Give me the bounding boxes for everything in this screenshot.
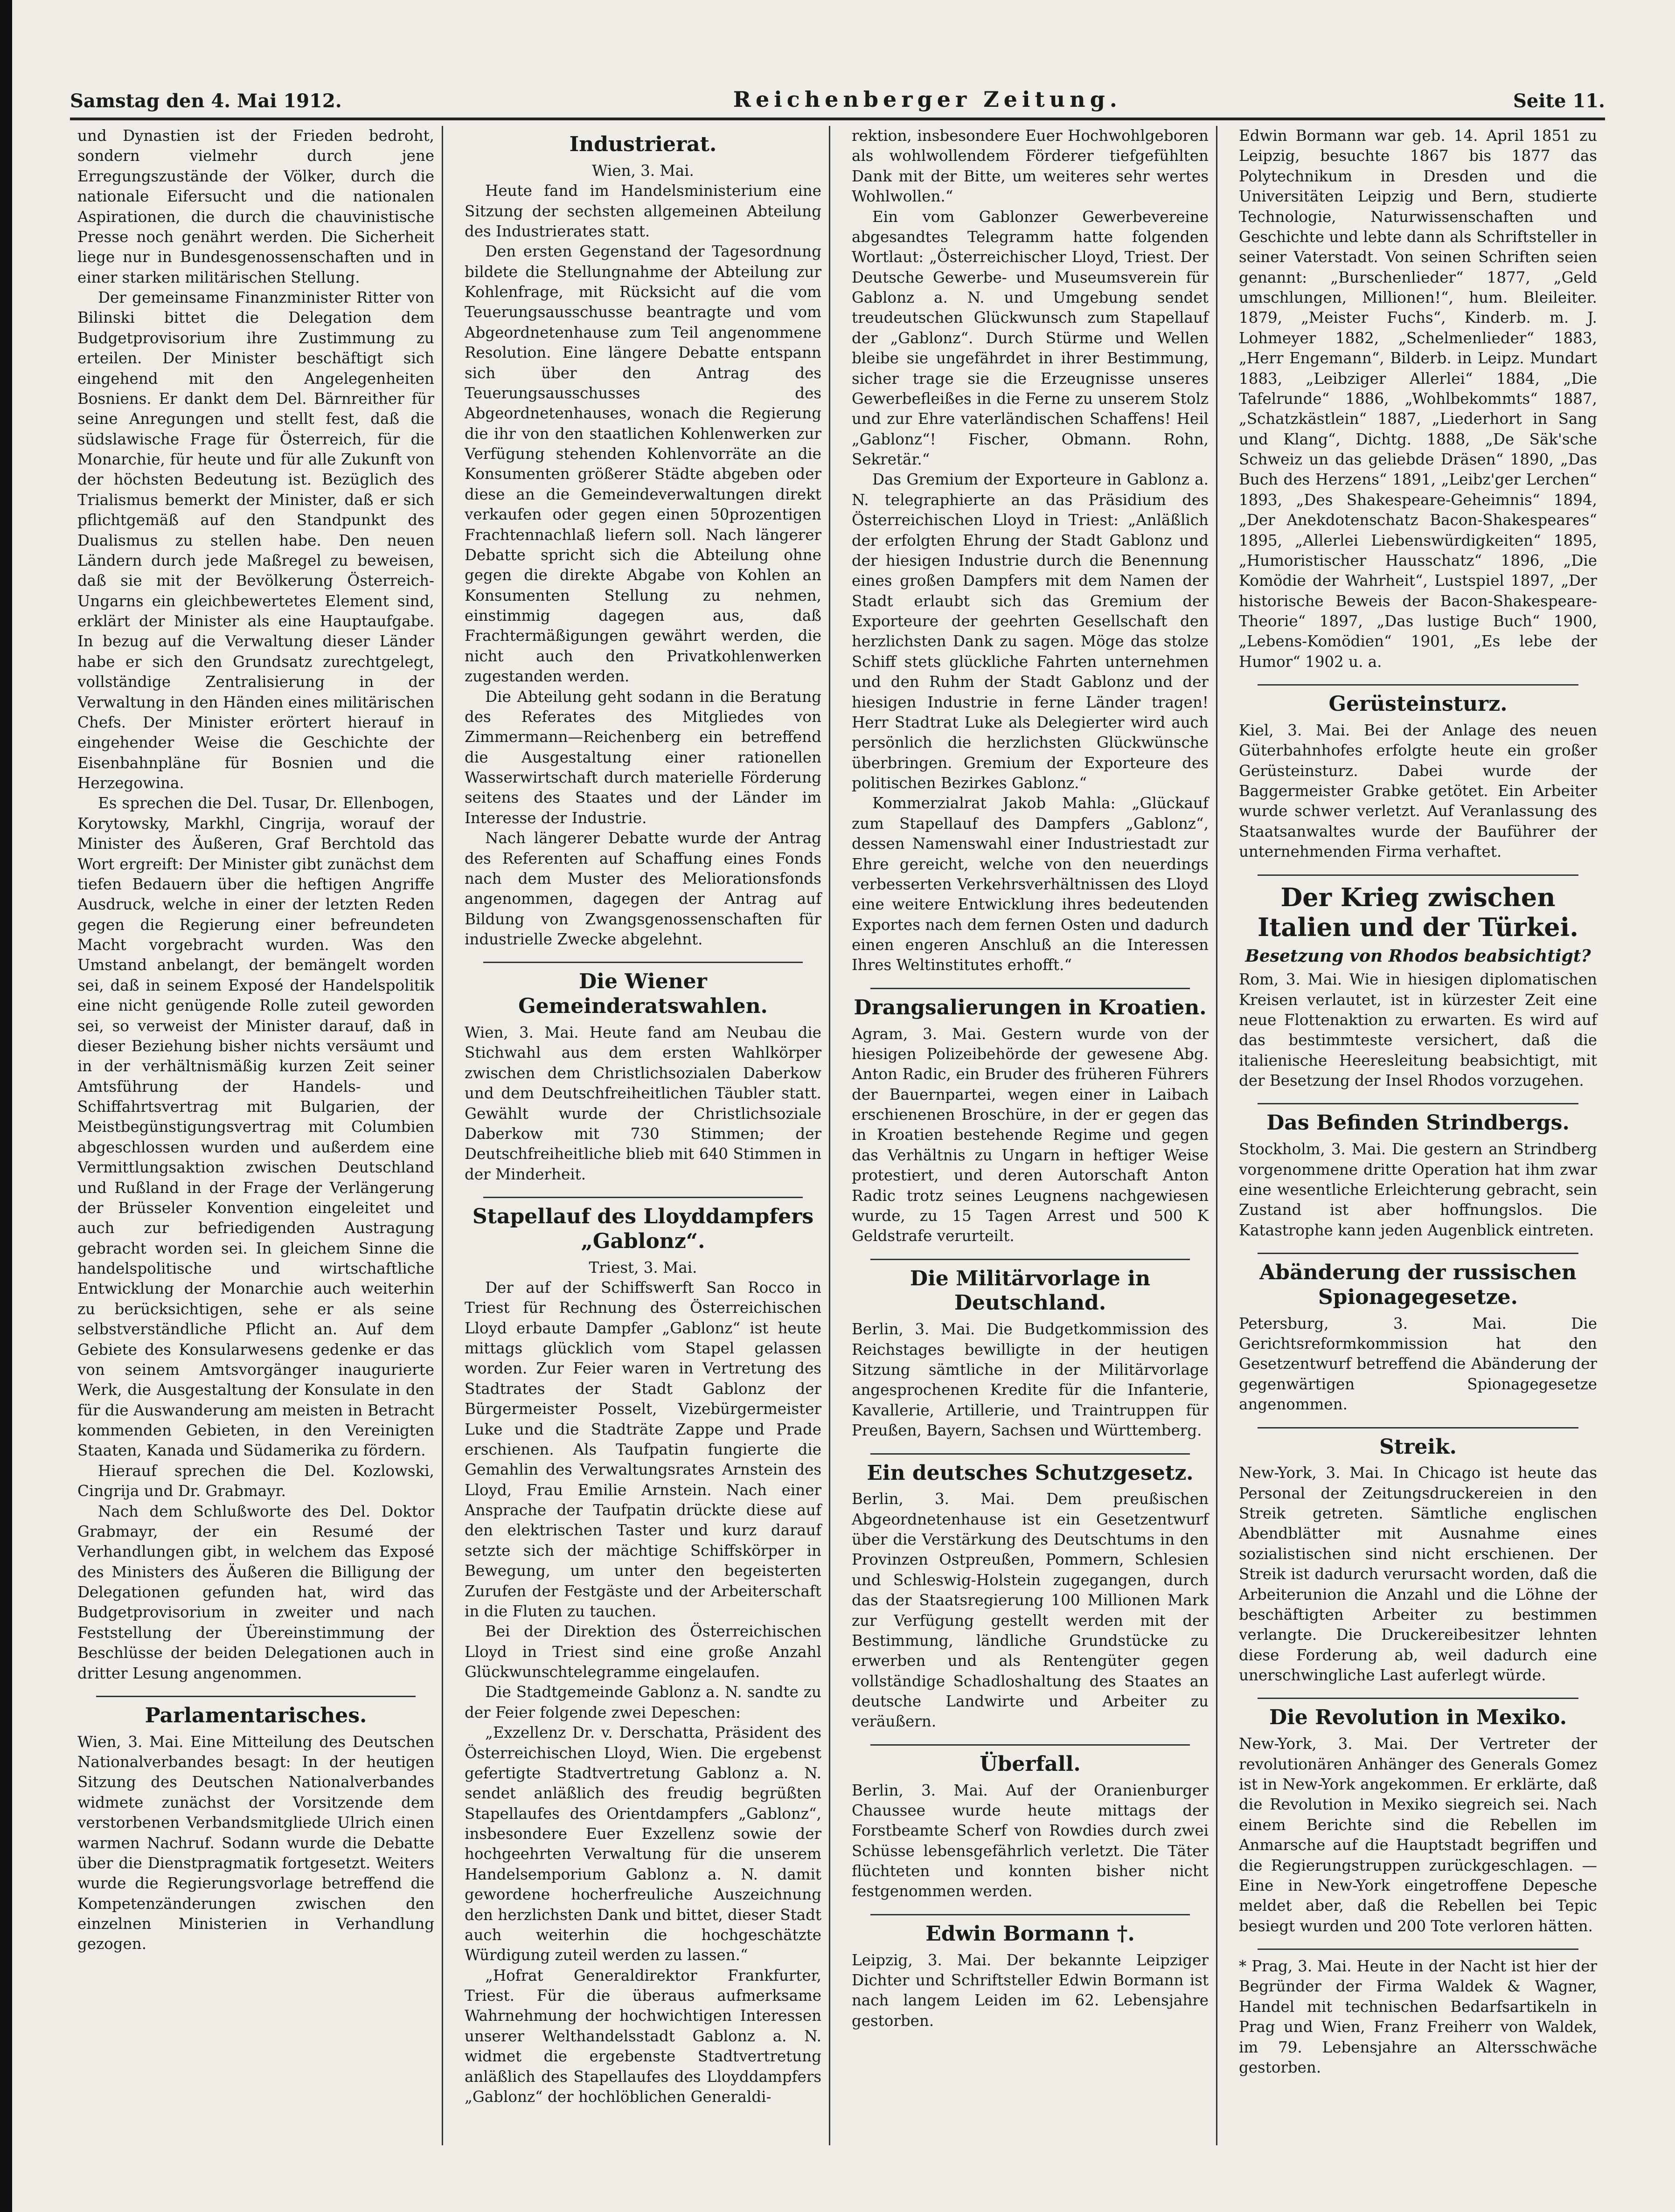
article-militaervorlage	[852, 1267, 1209, 1441]
paragraph: Stockholm, 3. Mai. Die gestern an Strindberg vorgenommene dritte Operation hat ihm zwar eine wesentliche Erleichterung gebracht, sein Zustand ist aber hoffnungslos. Die Katastrophe kann jeden Augenblick eintreten.	[1239, 1140, 1597, 1239]
paragraph: Rom, 3. Mai. Wie in hiesigen diplomatischen Kreisen verlautet, ist in kürzester Zeit eine neue Flottenaktion zu erwarten. Es wird auf das bestimmteste versichert, daß die italienische Heeresleitung beabsichtigt, mit der Besetzung der Insel Rhodos vorzugehen.	[1239, 971, 1597, 1090]
divider	[870, 988, 1190, 989]
paragraph: Agram, 3. Mai. Gestern wurde von der hiesigen Polizeibehörde der gewesene Abg. Anton Radic, ein Bruder des früheren Führers der Bauernpartei, wegen einer in Laibach erschienenen Broschüre, in der er gegen das in Kroatien bestehende Regime und gegen das Verhältnis zu Ungarn in heftiger Weise protestiert, und deren Autorschaft Anton Radic trotz seines Leugnens nachgewiesen wurde, zu 15 Tagen Arrest und 500 K Geldstrafe verurteilt.	[852, 1025, 1209, 1245]
paragraph: Berlin, 3. Mai. Dem preußischen Abgeordnetenhause ist ein Gesetzentwurf über die Verstärkung des Deutschtums in den Provinzen Ostpreußen, Pommern, Schlesien und Schleswig-Holstein zugegangen, durch das der Staatsregierung 100 Millionen Mark zur Verfügung gestellt werden mit der Bestimmung, ländliche Grundstücke zu erwerben und als Rentengüter gegen vollständige Schadloshaltung des Staates an deutsche Landwirte und Arbeiter zu veräußern.	[852, 1490, 1209, 1731]
page-header	[70, 79, 1605, 112]
column-4	[1231, 126, 1605, 2145]
column-2	[457, 126, 830, 2145]
paragraph: New-York, 3. Mai. Der Vertreter der revolutionären Anhänger des Generals Gomez ist in New-York angekommen. Er erklärte, daß die Revolution in Mexiko siegreich sei. Nach einem Berichte sind die Rebellen im Anmarsche auf die Hauptstadt begriffen und die Regierungstruppen zurückgeschlagen. — Eine in New-York eingetroffene Depesche meldet aber, daß die Rebellen bei Tepic besiegt wurden und 200 Tote verloren hätten.	[1239, 1735, 1597, 1935]
headline: Stapellauf des Lloyddampfers „Gablonz“.	[472, 1205, 814, 1253]
paragraph: „Exzellenz Dr. v. Derschatta, Präsident des Österreichischen Lloyd, Wien. Die ergebenst gefertigte Stadtvertretung Gablonz a. N. sendet anläßlich des freudig begrüßten Stapellaufes des Orientdampfers „Gablonz“, insbesondere Euer Exzellenz sowie der hochgeehrten Verwaltung für die unserem Handelsemporium Gablonz a. N. damit gewordene hocherfreuliche Auszeichnung den herzlichsten Dank und bittet, dieser Stadt auch weiterhin die hochgeschätzte Würdigung zuteil werden zu lassen.“	[465, 1724, 821, 1964]
divider	[870, 1914, 1190, 1915]
headline: Ein deutsches Schutzgesetz.	[867, 1461, 1194, 1485]
paragraph: rektion, insbesondere Euer Hochwohlgeboren als wohlwollendem Förderer tiefgefühlten Dank mit der Bitte, um weiteres sehr wertes Wohlwollen.“	[852, 127, 1209, 206]
paragraph: Das Gremium der Exporteure in Gablonz a. N. telegraphierte an das Präsidium des Österreichischen Lloyd in Triest: „Anläßlich der erfolgten Ehrung der Stadt Gablonz und der hiesigen Industrie durch die Benennung eines großen Dampfers mit dem Namen der Stadt erlaubt sich das Gremium der Exporteure der geehrten Gesellschaft den herzlichsten Dank zu sagen. Möge das stolze Schiff stets glückliche Fahrten unternehmen und den Ruhm der Stadt Gablonz und der hiesigen Industrie in ferne Länder tragen! Herr Stadtrat Luke als Delegierter wird auch persönlich die herzlichsten Glückwünsche überbringen. Gremium der Exporteure des politischen Bezirkes Gablonz.“	[852, 471, 1209, 792]
paragraph: Berlin, 3. Mai. Auf der Oranienburger Chaussee wurde heute mittags der Forstbeamte Scherf von Rowdies durch zwei Schüsse lebensgefährlich verletzt. Die Täter flüchteten und konnten bisher nicht festgenommen werden.	[852, 1781, 1209, 1900]
paragraph: Den ersten Gegenstand der Tagesordnung bildete die Stellungnahme der Abteilung zur Kohlenfrage, mit Rücksicht auf die vom Teuerungsausschusse beantragte und vom Abgeordnetenhause zum Teil angenommene Resolution. Eine längere Debatte entspann sich über den Antrag des Teuerungsausschusses des Abgeordnetenhauses, wonach die Regierung die ihr von den staatlichen Kohlenwerken zur Verfügung stehenden Kohlenvorräte an die Konsumenten größerer Städte abgeben oder diese an die Gemeindeverwaltungen direkt verkaufen oder gegen einen 50prozentigen Frachtennachlaß liefern soll. Nach längerer Debatte spricht sich die Abteilung ohne gegen die direkte Abgabe von Kohlen an Konsumenten Stellung zu nehmen, einstimmig dagegen aus, daß Frachtermäßigungen gewährt werden, die nicht auch den Privatkohlenwerken zugestanden werden.	[465, 243, 821, 686]
article-mexiko	[1239, 1706, 1597, 1936]
article-delegation	[77, 126, 434, 1684]
divider	[483, 1197, 803, 1198]
article-kroatien	[852, 996, 1209, 1247]
headline: Die Militärvorlage in Deutschland.	[910, 1266, 1151, 1315]
header-date: Samstag den 4. Mai 1912.	[70, 90, 342, 112]
paragraph: Bei der Direktion des Österreichischen Lloyd in Triest sind eine große Anzahl Glückwunschtelegramme eingelaufen.	[465, 1623, 821, 1681]
paragraph: Ein vom Gablonzer Gewerbevereine abgesandtes Telegramm hatte folgenden Wortlaut: „Österreichischer Lloyd, Triest. Der Deutsche Gewerbe- und Museumsverein für Gablonz a. N. und Umgebung sendet treudeutschen Glückwunsch zum Stapellauf der „Gablonz“. Durch Stürme und Wellen bleibe sie ungefährdet in ihrer Bestimmung, sicher trage sie die Erzeugnisse unseres Gewerbefleißes in die Ferne zu unserem Stolz und zur Ehre vaterländischen Schaffens! Heil „Gablonz“! Fischer, Obmann. Rohn, Sekretär.“	[852, 208, 1209, 468]
article-industrierat	[465, 132, 821, 950]
headline: Edwin Bormann †.	[925, 1921, 1135, 1946]
masthead: Reichenberger Zeitung.	[733, 87, 1122, 112]
paragraph: Nach längerer Debatte wurde der Antrag des Referenten auf Schaffung eines Fonds nach dem Muster des Meliorationsfonds angenommen, dagegen der Antrag auf Bildung von Zwangsgenossenschaften für industrielle Zwecke abgelehnt.	[465, 829, 821, 949]
article-strindberg	[1239, 1111, 1597, 1241]
paragraph: Petersburg, 3. Mai. Die Gerichtsreformkommission hat den Gesetzentwurf betreffend die Abänderung der gegenwärtigen Spionagegesetze angenommen.	[1239, 1314, 1597, 1414]
headline: Der Krieg zwischen Italien und der Türkei.	[1258, 882, 1578, 943]
article-streik	[1239, 1435, 1597, 1686]
divider	[870, 1453, 1190, 1455]
divider	[870, 1744, 1190, 1746]
headline: Gerüsteinsturz.	[1328, 692, 1508, 716]
article-geruesteinsturz	[1239, 692, 1597, 862]
header-rule	[70, 118, 1605, 120]
article-schutzgesetz	[852, 1461, 1209, 1732]
paragraph: Berlin, 3. Mai. Die Budgetkommission des Reichstages bewilligte in der heutigen Sitzung sämtliche in der Militärvorlage angesprochenen Kredite für die Infanterie, Kavallerie, Artillerie, und Traintruppen für Preußen, Bayern, Sachsen und Württemberg.	[852, 1320, 1209, 1440]
headline: Die Wiener Gemeinderatswahlen.	[518, 970, 768, 1019]
divider	[870, 1259, 1190, 1260]
article-prag	[1239, 1956, 1597, 2078]
paragraph: Es sprechen die Del. Tusar, Dr. Ellenbogen, Korytowsky, Markhl, Cingrija, worauf der Minister des Äußeren, Graf Berchtold das Wort ergreift: Der Minister gibt zunächst dem tiefen Bedauern über die heftigen Angriffe Ausdruck, welche in einer der letzten Reden gegen die Regierung einer befreundeten Macht vorgebracht wurden. Was den Umstand anbelangt, der bemängelt worden sei, daß in seinem Exposé der Handelspolitik eine nicht genügende Rolle zuteil geworden sei, so verweist der Minister darauf, daß in dieser Beziehung bisher nichts versäumt und in der verhältnismäßig kurzen Zeit seiner Amtsführung der Handels- und Schiffahrtsvertrag mit Bulgarien, der Meistbegünstigungsvertrag mit Columbien abgeschlossen wurden und außerdem eine Vermittlungsaktion zwischen Deutschland und Rußland in der Frage der Verlängerung der Brüsseler Konvention eingeleitet und auch zur befriedigenden Austragung gebracht worden sei. In gleichem Sinne die handelspolitische und wirtschaftliche Entwicklung der Monarchie auch weiterhin zu berücksichtigen, sehe er als seine selbstverständliche Pflicht an. Auf dem Gebiete des Konsularwesens gedenke er das von seinem Amtsvorgänger inaugurierte Werk, die Ausgestaltung der Konsulate in den für die Auswanderung am meisten in Betracht kommenden Gebieten, in den Vereinigten Staaten, Kanada und Südamerika zu fördern.	[77, 794, 434, 1460]
paragraph: Kommerzialrat Jakob Mahla: „Glückauf zum Stapellauf des Dampfers „Gablonz“, dessen Namenswahl einer Industriestadt zur Ehre gereicht, welche von den neuerdings verbesserten Verkehrsverhältnissen des Lloyd eine weitere Entwicklung ihres bedeutenden Exportes nach dem fernen Osten und dadurch einen engeren Anschluß an die Interessen Ihres Weltinstitutes erhofft.“	[852, 794, 1209, 974]
article-spionage	[1239, 1261, 1597, 1415]
headline: Streik.	[1379, 1435, 1457, 1459]
article-bormann	[852, 1922, 1209, 2031]
scan-border	[0, 0, 12, 2212]
article-ueberfall	[852, 1752, 1209, 1902]
divider	[1258, 1103, 1578, 1104]
column-3	[844, 126, 1217, 2145]
divider	[1258, 1949, 1578, 1950]
article-stapellauf	[465, 1205, 821, 2107]
paragraph: Die Stadtgemeinde Gablonz a. N. sandte zu der Feier folgende zwei Depeschen:	[465, 1683, 821, 1721]
headline: Überfall.	[980, 1752, 1081, 1776]
paragraph: Kiel, 3. Mai. Bei der Anlage des neuen Güterbahnhofes erfolgte heute ein großer Gerüsteinsturz. Dabei wurde der Baggermeister Grabke getötet. Ein Arbeiter wurde schwer verletzt. Auf Veranlassung des Staatsanwaltes wurde der Bauführer der unternehmenden Firma verhaftet.	[1239, 721, 1597, 861]
headline: Industrierat.	[569, 132, 717, 156]
paragraph: Edwin Bormann war geb. 14. April 1851 zu Leipzig, besuchte 1867 bis 1877 das Polytechnikum in Dresden und die Universitäten Leipzig und Bern, studierte Technologie, Naturwissenschaften und Geschichte und lebte dann als Schriftsteller in seiner Vaterstadt. Von seinen Schriften seien genannt: „Burschenlieder“ 1877, „Geld umschlungen, Millionen!“, hum. Bleileiter. 1879, „Meister Fuchs“, Kinderb. m. J. Lohmeyer 1882, „Schelmenlieder“ 1883, „Herr Engemann“, Bilderb. in Leipz. Mundart 1883, „Leibziger Allerlei“ 1884, „Die Tafelrunde“ 1886, „Wohlbekommts“ 1887, „Schatzkästlein“ 1887, „Liederhort in Sang und Klang“, Dichtg. 1888, „De Säk'sche Schweiz un das geliebde Dräsen“ 1890, „Das Buch des Herzens“ 1891, „Leibz'ger Lerchen“ 1893, „Des Shakespeare-Geheimnis“ 1894, „Der Anekdotenschatz Bacon-Shakespeares“ 1895, „Allerlei Liebenswürdigkeiten“ 1895, „Humoristischer Hausschatz“ 1896, „Die Komödie der Wahrheit“, Lustspiel 1897, „Der historische Beweis der Bacon-Shakespeare-Theorie“ 1897, „Das lustige Buch“ 1900, „Lebens-Komödien“ 1901, „Es lebe der Humor“ 1902 u. a.	[1239, 127, 1597, 671]
paragraph: „Hofrat Generaldirektor Frankfurter, Triest. Für die überaus aufmerksame Wahrnehmung der hochwichtigen Interessen unserer Welthandelsstadt Gablonz a. N. widmet die ergebenste Stadtvertretung anläßlich des Stapellaufes des Lloyddampfers „Gablonz“ der hochlöblichen Generaldi-	[465, 1966, 821, 2106]
paragraph: Der auf der Schiffswerft San Rocco in Triest für Rechnung des Österreichischen Lloyd erbaute Dampfer „Gablonz“ ist heute mittags glücklich vom Stapel gelassen worden. Zur Feier waren in Vertretung des Stadtrates der Stadt Gablonz der Bürgermeister Posselt, Vizebürgermeister Luke und die Stadträte Zappe und Prade erschienen. Als Taufpatin fungierte die Gemahlin des Verwaltungsrates Arnstein des Lloyd, Frau Emilie Arnstein. Nach einer Ansprache der Taufpatin drückte diese auf den elektrischen Taster und kurz darauf setzte sich der mächtige Schiffskörper in Bewegung, um unter den begeisterten Zurufen der Festgäste und der Arbeiterschaft in die Fluten zu tauchen.	[465, 1278, 821, 1620]
paragraph: Nach dem Schlußworte des Del. Doktor Grabmayr, der ein Resumé der Verhandlungen gibt, in welchem das Exposé des Ministers des Äußeren die Billigung der Delegationen gefunden hat, wird das Budgetprovisorium in zweiter und nach Feststellung der Übereinstimmung der Beschlüsse der beiden Delegationen auch in dritter Lesung angenommen.	[77, 1502, 434, 1682]
divider	[1258, 1427, 1578, 1428]
page-number: Seite 11.	[1513, 90, 1605, 112]
paragraph: Wien, 3. Mai. Heute fand am Neubau die Stichwahl aus dem ersten Wahlkörper zwischen dem Christlichsozialen Daberkow und dem Deutschfreiheitlichen Täubler statt. Gewählt wurde der Christlichsoziale Daberkow mit 730 Stimmen; der Deutschfreiheitliche blieb mit 640 Stimmen in der Minderheit.	[465, 1024, 821, 1183]
divider	[1258, 1253, 1578, 1254]
divider	[1258, 874, 1578, 876]
dateline: Wien, 3. Mai.	[592, 161, 694, 180]
paragraph: Hierauf sprechen die Del. Kozlowski, Cingrija und Dr. Grabmayr.	[77, 1462, 434, 1500]
article-bormann-bio	[1239, 126, 1597, 672]
article-krieg	[1239, 882, 1597, 1091]
headline: Das Befinden Strindbergs.	[1266, 1111, 1570, 1135]
divider	[483, 962, 803, 963]
columns	[70, 126, 1605, 2145]
dateline: Triest, 3. Mai.	[589, 1258, 697, 1276]
divider	[96, 1696, 416, 1697]
headline: Drangsalierungen in Kroatien.	[854, 995, 1207, 1019]
article-stapellauf-cont	[852, 126, 1209, 976]
divider	[1258, 1698, 1578, 1699]
divider	[1258, 684, 1578, 686]
column-1	[70, 126, 443, 2145]
headline: Parlamentarisches.	[145, 1703, 367, 1727]
paragraph: Wien, 3. Mai. Eine Mitteilung des Deutschen Nationalverbandes besagt: In der heutigen Sitzung des Deutschen Nationalverbandes widmete zunächst der Vorsitzende dem verstorbenen Verbandsmitgliede Ulrich einen warmen Nachruf. Sodann wurde die Debatte über die Dienstpragmatik fortgesetzt. Weiters wurde die Regierungsvorlage betreffend die Kompetenzänderungen zwischen den einzelnen Ministerien in Verhandlung gezogen.	[77, 1733, 434, 1953]
article-gemeinderatswahlen	[465, 970, 821, 1185]
headline: Die Revolution in Mexiko.	[1269, 1706, 1567, 1730]
paragraph: und Dynastien ist der Frieden bedroht, sondern vielmehr durch jene Erregungszustände der Völker, durch die nationale Eifersucht und die nationalen Aspirationen, die durch die chauvinistische Presse noch genährt werden. Die Sicherheit liege nur in Bundesgenossenschaften und in einer starken militärischen Stellung.	[77, 127, 434, 286]
paragraph: Die Abteilung geht sodann in die Beratung des Referates des Mitgliedes von Zimmermann—Reichenberg ein betreffend die Ausgestaltung einer rationellen Wasserwirtschaft durch materielle Förderung seitens des Staates und der Länder im Interesse der Industrie.	[465, 687, 821, 827]
headline: Abänderung der russischen Spionagegesetze.	[1259, 1261, 1577, 1309]
paragraph: Heute fand im Handelsministerium eine Sitzung der sechsten allgemeinen Abteilung des Industrierates statt.	[465, 182, 821, 240]
paragraph: Leipzig, 3. Mai. Der bekannte Leipziger Dichter und Schriftsteller Edwin Bormann ist nach langem Leiden im 62. Lebensjahre gestorben.	[852, 1951, 1209, 2030]
subheadline: Besetzung von Rhodos beabsichtigt?	[1245, 946, 1591, 966]
article-parlamentarisches	[77, 1704, 434, 1955]
paragraph: Der gemeinsame Finanzminister Ritter von Bilinski bittet die Delegation dem Budgetprovisorium ihre Zustimmung zu erteilen. Der Minister beschäftigt sich eingehend mit den Angelegenheiten Bosniens. Er dankt dem Del. Bärnreither für seine Anregungen und stellt fest, daß die südslawische Frage für Österreich, für die Monarchie, für heute und für alle Zukunft von der höchsten Bedeutung ist. Bezüglich des Trialismus bemerkt der Minister, daß er sich pflichtgemäß auf den Standpunkt des Dualismus zu stellen habe. Den neuen Ländern durch jede Maßregel zu beweisen, daß sie mit der Bevölkerung Österreich-Ungarns ein gleichbewertetes Element sind, erklärt der Minister als eine Hauptaufgabe. In bezug auf die Verwaltung dieser Länder habe er sich den Grundsatz zurechtgelegt, vollständige Zentralisierung in der Verwaltung in den Händen eines militärischen Chefs. Der Minister erörtert hierauf in eingehender Weise die Geschichte der Eisenbahnpläne für Bosnien und die Herzegowina.	[77, 289, 434, 792]
paragraph: * Prag, 3. Mai. Heute in der Nacht ist hier der Begründer der Firma Waldek & Wagner, Handel mit technischen Bedarfsartikeln in Prag und Wien, Franz Freiherr von Waldek, im 79. Lebensjahre an Altersschwäche gestorben.	[1239, 1957, 1597, 2076]
paragraph: New-York, 3. Mai. In Chicago ist heute das Personal der Zeitungsdruckereien in den Streik getreten. Sämtliche englischen Abendblätter mit Ausnahme eines sozialistischen sind nicht erschienen. Der Streik ist dadurch verursacht worden, daß die Arbeiterunion die Anzahl und die Löhne der beschäftigten Arbeiter zu bestimmen verlangte. Die Druckereibesitzer lehnten diese Forderung ab, weil dadurch eine unerschwingliche Last auferlegt würde.	[1239, 1464, 1597, 1685]
